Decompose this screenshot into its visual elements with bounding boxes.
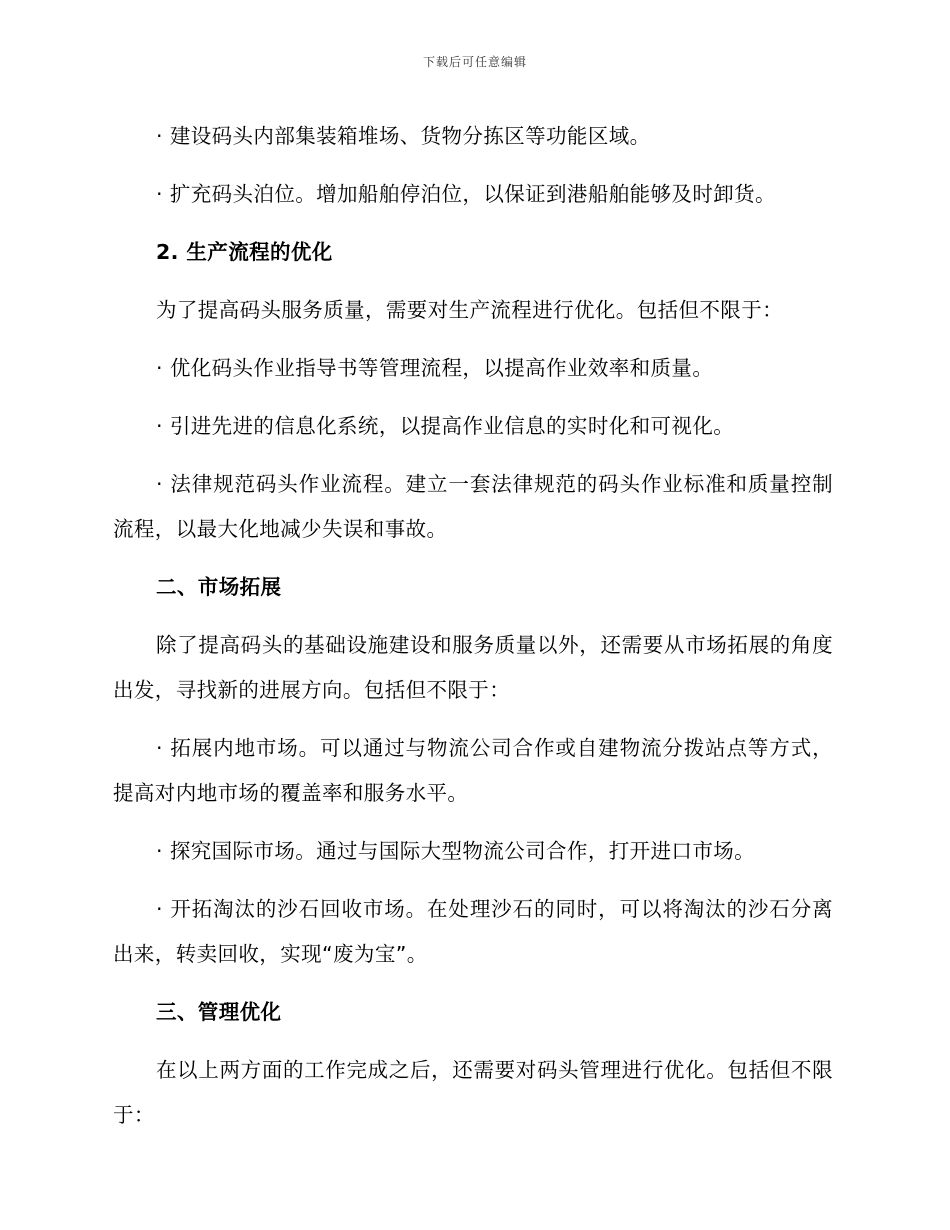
paragraph-management-intro: 在以上两方面的工作完成之后，还需要对码头管理进行优化。包括但不限于： [113,1058,833,1127]
section-heading-process-optimization: 2. 生产流程的优化 [156,240,333,264]
bullet-paragraph-inland-market: · 拓展内地市场。可以通过与物流公司合作或自建物流分拨站点等方式，提高对内地市场的覆盖率和服务水平。 [113,736,833,805]
page-header-note: 下载后可任意编辑 [422,55,527,69]
bullet-paragraph-guidebook: · 优化码头作业指导书等管理流程，以提高作业效率和质量。 [156,356,714,380]
bullet-paragraph-berth-expansion: · 扩充码头泊位。增加船舶停泊位，以保证到港船舶能够及时卸货。 [156,182,776,206]
bullet-paragraph-international-market: · 探究国际市场。通过与国际大型物流公司合作，打开进口市场。 [156,839,756,863]
document-body [113,114,833,1138]
paragraph-market-intro: 除了提高码头的基础设施建设和服务质量以外，还需要从市场拓展的角度出发，寻找新的进展方向。包括但不限于： [113,633,833,702]
section-heading-market-expansion: 二、市场拓展 [156,575,282,599]
paragraph-process-intro: 为了提高码头服务质量，需要对生产流程进行优化。包括但不限于： [156,298,783,322]
bullet-paragraph-storage-yard: · 建设码头内部集装箱堆场、货物分拣区等功能区域。 [156,124,651,148]
section-heading-management-optimization: 三、管理优化 [156,1000,282,1024]
bullet-paragraph-info-system: · 引进先进的信息化系统，以提高作业信息的实时化和可视化。 [156,414,735,438]
bullet-paragraph-legal-process: · 法律规范码头作业流程。建立一套法律规范的码头作业标准和质量控制流程，以最大化地减少失误和事故。 [113,472,833,541]
bullet-paragraph-sand-recycling: · 开拓淘汰的沙石回收市场。在处理沙石的同时，可以将淘汰的沙石分离出来，转卖回收，实现“废为宝”。 [113,897,833,966]
